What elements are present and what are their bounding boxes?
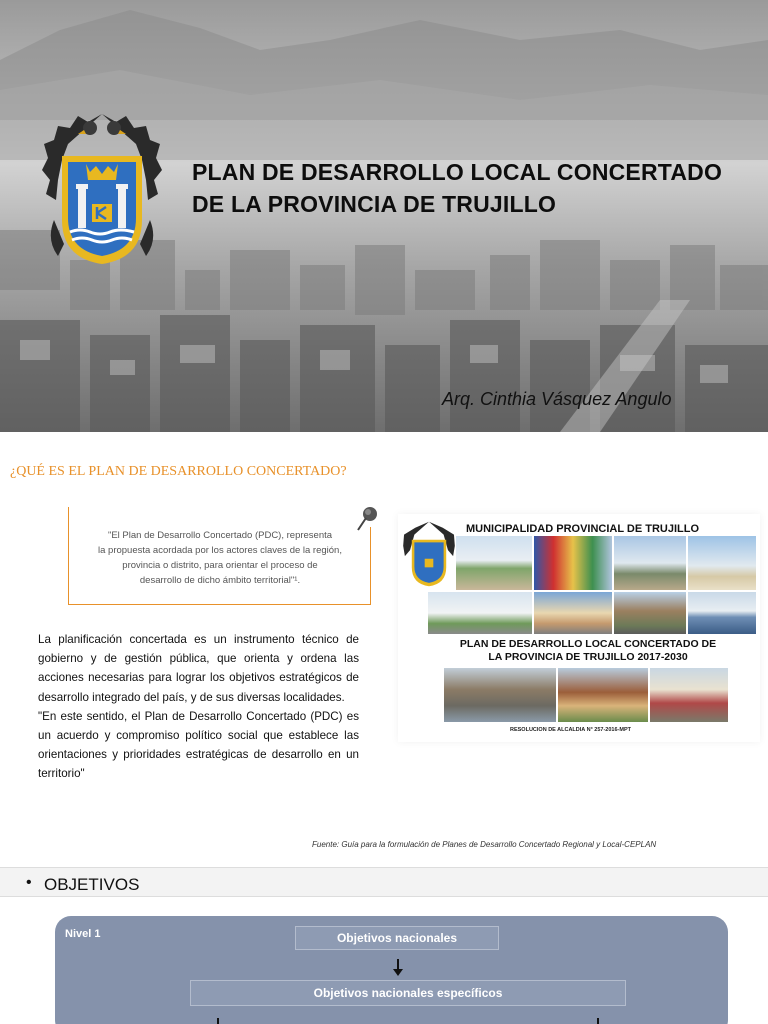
photo-street [534, 536, 612, 590]
title-line-2: DE LA PROVINCIA DE TRUJILLO [192, 191, 557, 217]
cover-title [440, 638, 736, 664]
national-objectives-box: Objetivos nacionales [295, 926, 499, 950]
title-line-1: PLAN DE DESARROLLO LOCAL CONCERTADO [192, 159, 723, 185]
photo-beach [688, 536, 756, 590]
connector-line [217, 1018, 219, 1024]
source-citation: Fuente: Guía para la formulación de Planes de Desarrollo Concertado Regional y Local-CEPLAN [312, 840, 657, 849]
plan-cover-image [398, 514, 760, 742]
photo-monument [614, 536, 686, 590]
body-paragraph-2: "En este sentido, el Plan de Desarrollo Concertado (PDC) es un acuerdo y compromiso político social que establece las orientaciones y prioridades estratégicas de desarrollo en un territorio" [38, 709, 359, 781]
cover-title-line-1: PLAN DE DESARROLLO LOCAL CONCERTADO DE [459, 638, 717, 650]
body-paragraph-1: La planificación concertada es un instrumento técnico de gobierno y de gestión pública, que orienta y ordena las acciones necesarias para lograr los objetivos estratégicos de desarrollo integrado del país, y de sus diversas localidades. [38, 633, 359, 704]
objectives-heading: OBJETIVOS [44, 875, 140, 894]
photo-flags [428, 592, 532, 634]
photo-church [650, 668, 728, 722]
presentation-title [192, 156, 752, 220]
slide-heading: ¿QUÉ ES EL PLAN DE DESARROLLO CONCERTADO? [10, 464, 347, 479]
pdc-quote [78, 528, 362, 588]
objectives-bar [0, 867, 768, 897]
down-arrow-icon [397, 959, 399, 971]
quote-line: provincia o distrito, para orientar el proceso de [122, 560, 318, 571]
objectives-slide [0, 864, 768, 1024]
author-name: Arq. Cinthia Vásquez Angulo [442, 389, 672, 409]
quote-line: desarrollo de dicho ámbito territorial"¹. [139, 575, 301, 586]
coat-of-arms-icon [40, 110, 164, 268]
title-slide [0, 0, 768, 432]
quote-line: la propuesta acordada por los actores claves de la región, [98, 545, 342, 556]
coat-of-arms-icon [402, 520, 456, 588]
cover-resolution: RESOLUCION DE ALCALDIA N° 257-2016-MPT [510, 727, 631, 733]
photo-gazebo [558, 668, 648, 722]
photo-plaza [456, 536, 532, 590]
cover-title-line-2: LA PROVINCIA DE TRUJILLO 2017-2030 [488, 651, 688, 663]
bullet-marker: • [26, 874, 32, 891]
photo-pier [688, 592, 756, 634]
photo-arch [534, 592, 612, 634]
level-label: Nivel 1 [65, 928, 101, 940]
level-1-panel [55, 916, 728, 1024]
definition-slide [0, 432, 768, 864]
connector-line [597, 1018, 599, 1024]
photo-gate [614, 592, 686, 634]
cover-municipality: MUNICIPALIDAD PROVINCIAL DE TRUJILLO [466, 523, 700, 535]
quote-line: "El Plan de Desarrollo Concertado (PDC), representa [107, 530, 333, 541]
photo-hills [444, 668, 556, 722]
specific-objectives-box: Objetivos nacionales específicos [190, 980, 626, 1006]
body-text [38, 630, 359, 784]
